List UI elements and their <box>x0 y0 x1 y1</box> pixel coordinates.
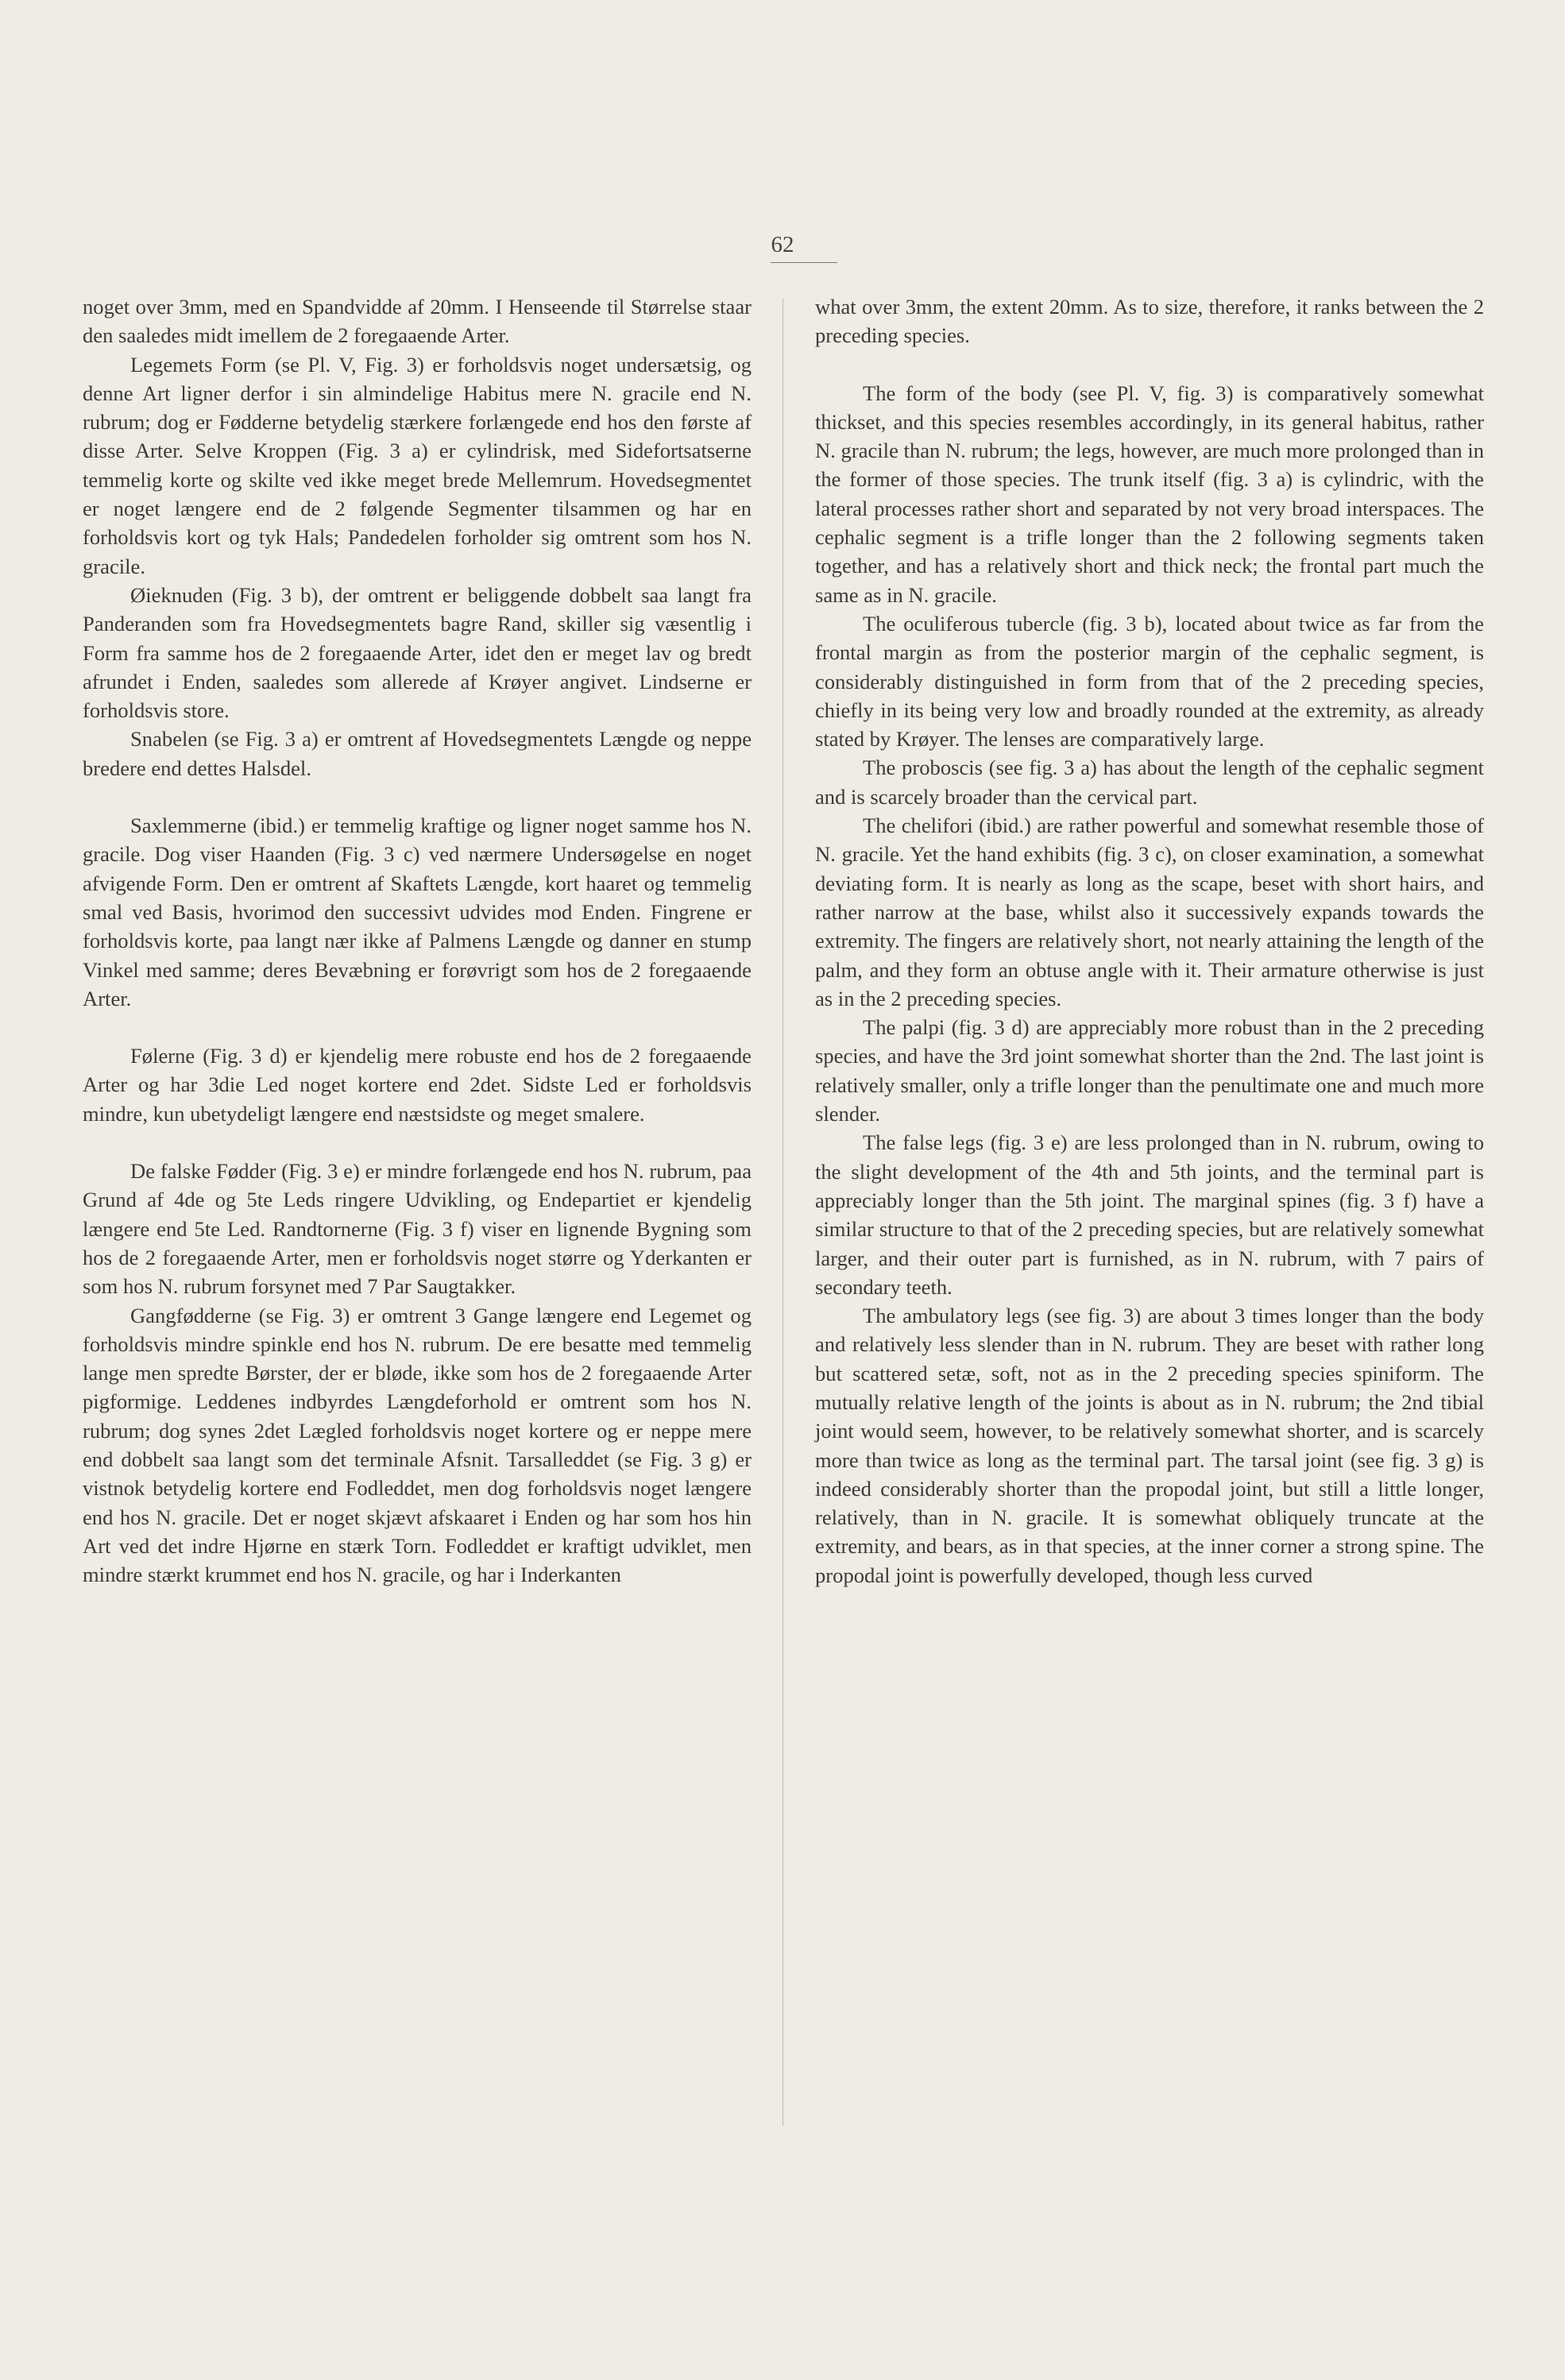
paragraph: Gangfødderne (se Fig. 3) er omtrent 3 Gange længere end Legemet og forholdsvis mindre spinkle end hos N. rubrum. De ere besatte med temmelig lange men spredte Børster, der er bløde, ikke som hos de 2 foregaaende Arter pigformige. Leddenes indbyrdes Længdeforhold er omtrent som hos N. rubrum; dog synes 2det Lægled forholdsvis noget kortere og er neppe mere end dobbelt saa langt som det terminale Afsnit. Tarsalleddet (se Fig. 3 g) er vistnok betydelig kortere end Fodleddet, men dog forholdsvis noget længere end hos N. gracile. Det er noget skjævt afskaaret i Enden og har som hos hin Art ved det indre Hjørne en stærk Torn. Fodleddet er kraftigt udviklet, men mindre stærkt krummet end hos N. gracile, og har i Inderkanten <box>83 1303 752 1587</box>
paragraph: what over 3mm, the extent 20mm. As to size, therefore, it ranks between the 2 preceding species. <box>815 295 1484 348</box>
header-rule <box>771 262 837 263</box>
paragraph: The false legs (fig. 3 e) are less prolonged than in N. rubrum, owing to the slight development of the 4th and 5th joints, and the terminal part is appreciably longer than the 5th joint. The marginal spines (fig. 3 f) have a similar structure to that of the 2 preceding species, but are relatively somewhat larger, and their outer part is furnished, as in N. rubrum, with 7 pairs of secondary teeth. <box>815 1130 1484 1299</box>
paragraph: The chelifori (ibid.) are rather powerful and somewhat resemble those of N. gracile. Yet the hand exhibits (fig. 3 c), on closer examination, a somewhat deviating form. It is nearly as long as the scape, beset with short hairs, and rather narrow at the base, whilst also it successively expands towards the extremity. The fingers are relatively short, not nearly attaining the length of the palm, and they form an obtuse angle with it. Their armature otherwise is just as in the 2 preceding species. <box>815 813 1484 1010</box>
paragraph: Øieknuden (Fig. 3 b), der omtrent er beliggende dobbelt saa langt fra Panderanden som fra Hovedsegmentets bagre Rand, skiller sig væsentlig i Form fra samme hos de 2 foregaaende Arter, idet den er meget lav og bredt afrundet i Enden, saaledes som allerede af Krøyer angivet. Lindserne er forholdsvis store. <box>83 582 752 723</box>
paragraph: Følerne (Fig. 3 d) er kjendelig mere robuste end hos de 2 foregaaende Arter og har 3die Led noget kortere end 2det. Sidste Led er forholdsvis mindre, kun ubetydeligt længere end næstsidste og meget smalere. <box>83 1044 752 1126</box>
right-column-english <box>815 292 1484 1590</box>
paragraph: The oculiferous tubercle (fig. 3 b), located about twice as far from the frontal margin as from the posterior margin of the cephalic segment, is considerably distinguished in form from that of the 2 preceding species, chiefly in its being very low and broadly rounded at the extremity, as already stated by Krøyer. The lenses are comparatively large. <box>815 611 1484 751</box>
paragraph: Legemets Form (se Pl. V, Fig. 3) er forholdsvis noget undersætsig, og denne Art ligner derfor i sin almindelige Habitus mere N. gracile end N. rubrum; dog er Fødderne betydelig stærkere forlængede end hos den første af disse Arter. Selve Kroppen (Fig. 3 a) er cylindrisk, med Sidefortsatserne temmelig korte og skilte ved ikke meget brede Mellemrum. Hovedsegmentet er noget længere end de 2 følgende Segmenter tilsammen og har en forholdsvis kort og tyk Hals; Pandedelen forholder sig omtrent som hos N. gracile. <box>83 352 752 578</box>
paragraph: The ambulatory legs (see fig. 3) are about 3 times longer than the body and relatively less slender than in N. rubrum. They are beset with rather long but scattered setæ, soft, not as in the 2 preceding species spiniform. The mutually relative length of the joints is about as in N. rubrum; the 2nd tibial joint would seem, however, to be relatively somewhat shorter, and is scarcely more than twice as long as the terminal part. The tarsal joint (see fig. 3 g) is indeed considerably shorter than the propodal joint, but still a little longer, relatively, than in N. gracile. It is somewhat obliquely truncate at the extremity, and bears, as in that species, at the inner corner a strong spine. The propodal joint is powerfully developed, though less curved <box>815 1304 1484 1587</box>
paragraph: Saxlemmerne (ibid.) er temmelig kraftige og ligner noget samme hos N. gracile. Dog viser Haanden (Fig. 3 c) ved nærmere Undersøgelse en noget afvigende Form. Den er omtrent af Skaftets Længde, kort haaret og temmelig smal ved Basis, hvorimod den successivt udvides mod Enden. Fingrene er forholdsvis korte, paa langt nær ikke af Palmens Længde og danner en stump Vinkel med samme; deres Bevæbning er forøvrigt som hos de 2 foregaaende Arter. <box>83 813 752 1010</box>
page-number: 62 <box>771 232 794 257</box>
paragraph: The palpi (fig. 3 d) are appreciably more robust than in the 2 preceding species, and have the 3rd joint somewhat shorter than the 2nd. The last joint is relatively smaller, only a trifle longer than the penultimate one and much more slender. <box>815 1015 1484 1126</box>
paragraph: Snabelen (se Fig. 3 a) er omtrent af Hovedsegmentets Længde og neppe bredere end dettes Halsdel. <box>83 727 752 780</box>
paragraph: The form of the body (see Pl. V, fig. 3) is comparatively somewhat thickset, and this species resembles accordingly, in its general habitus, rather N. gracile than N. rubrum; the legs, however, are much more prolonged than in the former of those species. The trunk itself (fig. 3 a) is cylindric, with the lateral processes rather short and separated by not very broad interspaces. The cephalic segment is a trifle longer than the 2 following segments taken together, and has a relatively short and thick neck; the frontal part much the same as in N. gracile. <box>815 381 1484 607</box>
paragraph: The proboscis (see fig. 3 a) has about the length of the cephalic segment and is scarcely broader than the cervical part. <box>815 755 1484 809</box>
left-column-norwegian <box>83 292 752 1589</box>
paragraph: noget over 3mm, med en Spandvidde af 20mm. I Henseende til Størrelse staar den saaledes midt imellem de 2 foregaaende Arter. <box>83 295 752 348</box>
column-divider <box>782 299 783 2126</box>
paragraph: De falske Fødder (Fig. 3 e) er mindre forlængede end hos N. rubrum, paa Grund af 4de og 5te Leds ringere Udvikling, og Endepartiet er kjendelig længere end 5te Led. Randtornerne (Fig. 3 f) viser en lignende Bygning som hos de 2 foregaaende Arter, men er forholdsvis noget større og Yderkanten er som hos N. rubrum forsynet med 7 Par Saugtakker. <box>83 1159 752 1299</box>
